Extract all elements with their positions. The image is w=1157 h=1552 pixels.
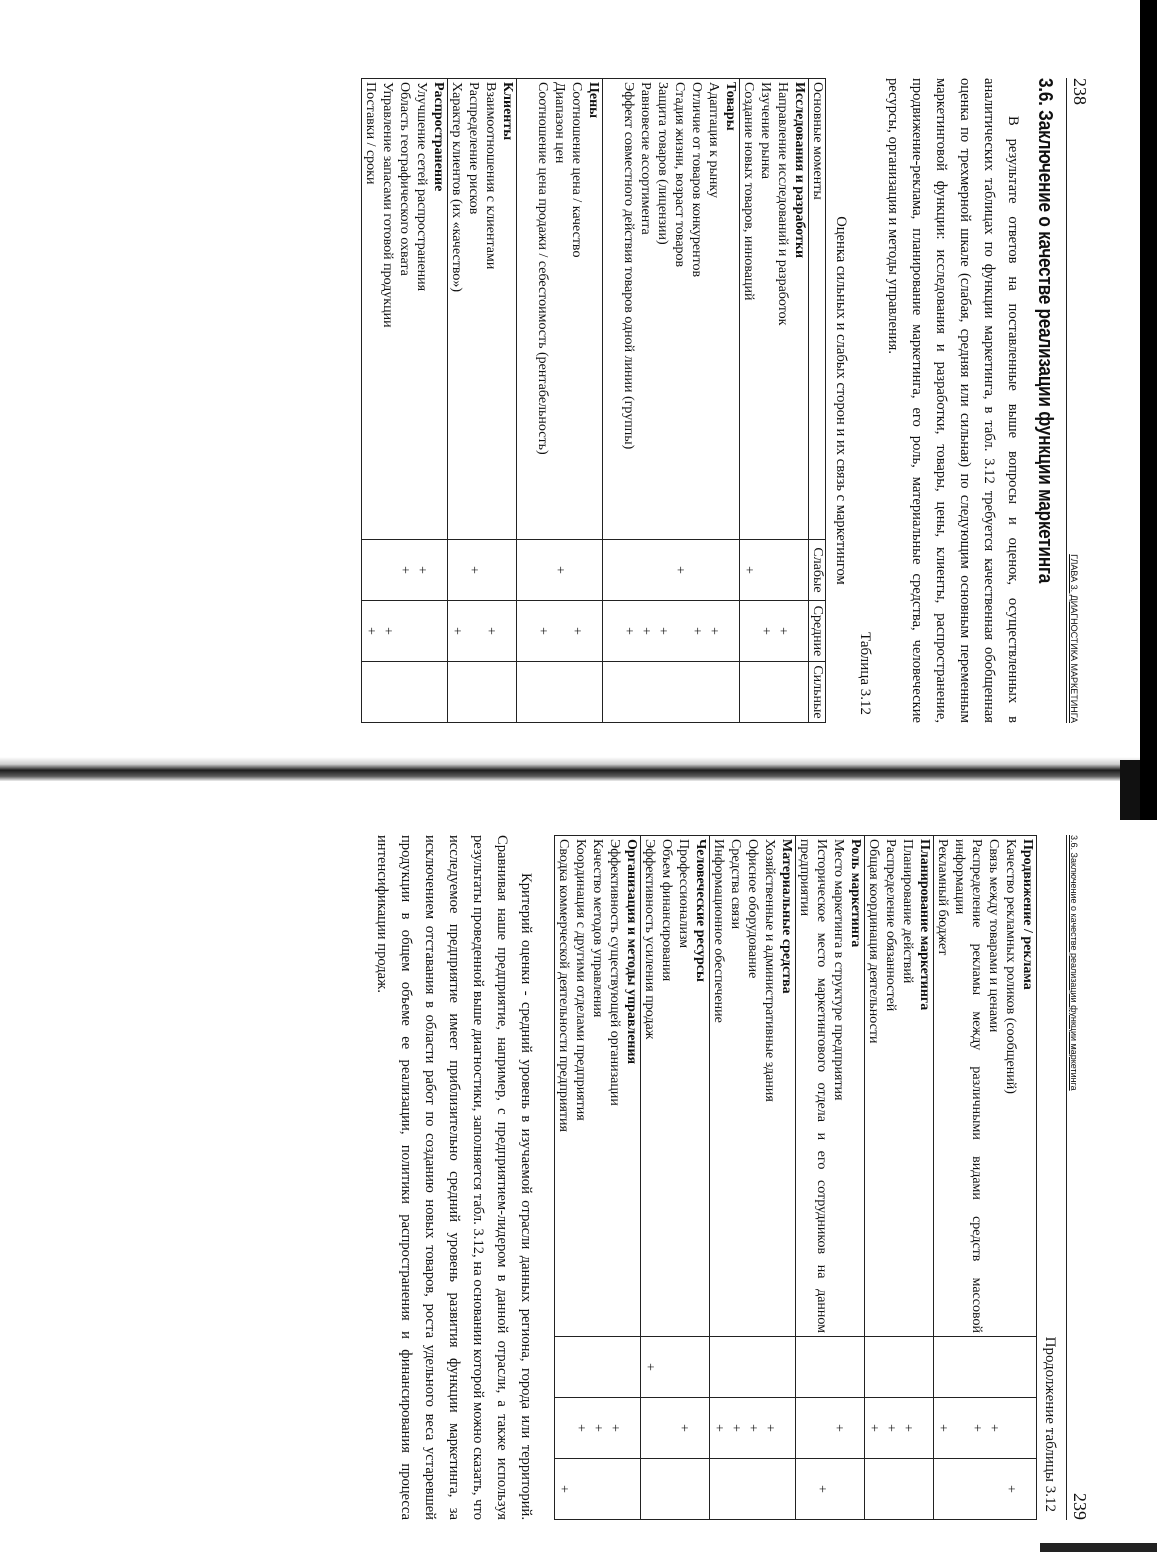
rating-mark-weak (654, 540, 671, 600)
rating-mark-medium (671, 601, 688, 661)
running-head (1066, 835, 1090, 1520)
running-head (1066, 78, 1090, 723)
rating-mark-weak (757, 540, 774, 600)
rating-mark-medium (1002, 1398, 1019, 1458)
table-body (555, 836, 1037, 1520)
rating-mark-strong: + (556, 1485, 571, 1493)
rating-mark-strong (830, 1459, 847, 1519)
table-group-row (603, 79, 740, 723)
rating-mark-medium (658, 1398, 675, 1458)
moment-cell (934, 836, 1037, 1337)
rating-mark-strong: + (814, 1485, 829, 1493)
group-title: Продвижение / реклама (1020, 839, 1035, 990)
rating-mark-strong (568, 662, 585, 722)
rating-mark-weak (637, 540, 654, 600)
item-text: Характер клиентов (их «качество») (449, 82, 464, 293)
table-group-row (641, 836, 710, 1520)
item-text: Средства связи (728, 839, 743, 930)
assessment-table-continued (554, 835, 1037, 1520)
rating-mark-weak (568, 540, 585, 600)
rating-mark-weak (362, 540, 379, 600)
medium-cell (517, 601, 603, 662)
rating-mark-weak (796, 1337, 830, 1397)
moment-cell (710, 836, 796, 1337)
item-text: Историческое место маркетингового отдела и его сотрудников на данном предприятии (797, 839, 829, 1333)
item-text: Эффективность усиления продаж (642, 839, 657, 1040)
item-text: Место маркетинга в структуре предприятия (831, 839, 846, 1101)
item-text: Распределение рисков (466, 82, 481, 215)
rating-mark-weak: + (397, 566, 412, 574)
weak-cell (740, 540, 809, 601)
item-text: Адаптация к рынку (706, 82, 721, 198)
rating-mark-strong (465, 662, 482, 722)
rating-mark-medium: + (758, 627, 773, 635)
rating-mark-strong (658, 1459, 675, 1519)
strong-cell (555, 1459, 641, 1520)
rating-mark-weak: + (466, 566, 481, 574)
rating-mark-weak (555, 1337, 572, 1397)
group-title: Клиенты (500, 82, 515, 141)
rating-mark-medium (465, 601, 482, 661)
item-text: Рекламный бюджет (935, 839, 950, 956)
rating-mark-strong (740, 662, 757, 722)
rating-mark-medium: + (655, 627, 670, 635)
strong-cell (710, 1459, 796, 1520)
table-group-row (362, 79, 448, 723)
rating-mark-medium: + (883, 1424, 898, 1432)
rating-mark-strong (603, 662, 637, 722)
item-text: Качество рекламных роликов (сообщений) (1003, 839, 1018, 1094)
group-title: Товары (723, 82, 738, 131)
rating-mark-medium: + (689, 627, 704, 635)
scan-edge-shadow (1120, 760, 1140, 820)
medium-cell (641, 1398, 710, 1459)
table-header-row (809, 79, 826, 723)
rating-mark-strong (641, 1459, 658, 1519)
rating-mark-medium: + (711, 1424, 726, 1432)
rating-mark-medium: + (535, 627, 550, 635)
item-text: Эффективность существующей организации (607, 839, 622, 1106)
medium-cell (865, 1398, 934, 1459)
rating-mark-weak (774, 540, 791, 600)
rating-mark-weak (448, 540, 465, 600)
rating-mark-weak: + (642, 1363, 657, 1371)
scan-edge-shadow (1040, 1543, 1157, 1552)
intro-paragraph: В результате ответов на поставленные выше вопросы и оценок, осуществленных в аналитических таблицах по функции маркетинга, в табл. 3.12 требуется качественная обобщенная оценка по трехмерной шкале (слабая, средняя или сильная) по следующим основным переменным маркетинговой функции: исследования и разработки, товары, цены, клиенты, распространение, продвижение-реклама, планирование маркетинга, его роль, материальные средства, человеческие ресурсы, организация и методы управления. (885, 78, 1021, 723)
rating-mark-weak (675, 1337, 692, 1397)
rating-mark-strong (951, 1459, 985, 1519)
rating-mark-weak (882, 1337, 899, 1397)
weak-cell (448, 540, 517, 601)
rating-mark-weak (379, 540, 396, 600)
item-text: Изучение рынка (758, 82, 773, 180)
rating-mark-strong (774, 662, 791, 722)
rating-mark-weak: + (672, 566, 687, 574)
group-title: Исследования и разработки (792, 82, 807, 259)
rating-mark-medium: + (569, 627, 584, 635)
medium-cell (710, 1398, 796, 1459)
rating-mark-medium: + (831, 1424, 846, 1432)
rating-mark-strong (985, 1459, 1002, 1519)
rating-mark-weak (761, 1337, 778, 1397)
item-text: Координация с другими отделами предприятия (573, 839, 588, 1121)
medium-cell (448, 601, 517, 662)
strong-cell (517, 662, 603, 723)
strong-cell (740, 662, 809, 723)
rating-mark-medium: + (969, 1424, 984, 1432)
moment-cell (796, 836, 865, 1337)
item-text: Эффект совместного действия товаров одной линии (группы) (621, 82, 636, 450)
rating-mark-strong (727, 1459, 744, 1519)
running-head-text: 3.6. Заключение о качестве реализации функции маркетинга (1069, 835, 1079, 1091)
rating-mark-strong (744, 1459, 761, 1519)
rating-mark-strong (572, 1459, 589, 1519)
rating-mark-medium: + (935, 1424, 950, 1432)
rating-mark-medium (413, 601, 430, 661)
strong-cell (448, 662, 517, 723)
strong-cell (865, 1459, 934, 1520)
header-medium: Средние (809, 601, 826, 662)
rating-mark-medium: + (573, 1424, 588, 1432)
rating-mark-medium: + (728, 1424, 743, 1432)
table-group-row (865, 836, 934, 1520)
rating-mark-strong (675, 1459, 692, 1519)
rating-mark-weak (606, 1337, 623, 1397)
weak-cell (517, 540, 603, 601)
rating-mark-medium: + (449, 627, 464, 635)
moment-cell (641, 836, 710, 1337)
strong-cell (362, 662, 448, 723)
rating-mark-strong (688, 662, 705, 722)
weak-cell (555, 1337, 641, 1398)
item-text: Поставки / сроки (363, 82, 378, 185)
item-text: Создание новых товаров, инноваций (741, 82, 756, 301)
rating-mark-strong (606, 1459, 623, 1519)
item-text: Связь между товарами и ценами (986, 839, 1001, 1033)
rating-mark-weak (517, 540, 551, 600)
rating-mark-weak (934, 1337, 951, 1397)
rating-mark-medium (740, 601, 757, 661)
rating-mark-strong: + (1003, 1485, 1018, 1493)
rating-mark-medium: + (621, 627, 636, 635)
moment-cell (740, 79, 809, 540)
group-title: Роль маркетинга (848, 839, 863, 948)
rating-mark-weak (658, 1337, 675, 1397)
item-text: Распределение обязанностей (883, 839, 898, 1012)
rating-mark-medium: + (775, 627, 790, 635)
weak-cell (710, 1337, 796, 1398)
item-text: Диапазон цен (552, 82, 567, 164)
scan-edge-shadow (1140, 0, 1157, 820)
item-text: Взаимоотношения с клиентами (483, 82, 498, 270)
rating-mark-weak (865, 1337, 882, 1397)
rating-mark-strong (589, 1459, 606, 1519)
table-body (362, 79, 809, 723)
item-text: Соотношение цена / качество (569, 82, 584, 258)
page-number: 239 (1070, 1493, 1090, 1520)
rating-mark-weak (589, 1337, 606, 1397)
moment-cell (865, 836, 934, 1337)
rating-mark-weak (710, 1337, 727, 1397)
group-title: Планирование маркетинга (917, 839, 932, 1011)
rating-mark-medium: + (638, 627, 653, 635)
table-group-row (740, 79, 809, 723)
rating-mark-strong (517, 662, 551, 722)
header-main: Основные моменты (809, 79, 826, 540)
rating-mark-weak (951, 1337, 985, 1397)
rating-mark-weak (727, 1337, 744, 1397)
table-group-row (448, 79, 517, 723)
moment-cell (448, 79, 517, 540)
item-text: Офисное оборудование (745, 839, 760, 979)
book-page-238 (65, 78, 1090, 723)
rating-mark-strong (396, 662, 413, 722)
rating-mark-weak: + (552, 566, 567, 574)
group-title: Распространение (431, 82, 446, 192)
rating-mark-weak (744, 1337, 761, 1397)
rating-mark-medium: + (380, 627, 395, 635)
item-text: Общая координация деятельности (866, 839, 881, 1044)
item-text: Соотношение цена продажи / себестоимость (рентабельность) (535, 82, 550, 455)
rating-mark-weak (830, 1337, 847, 1397)
rating-mark-medium: + (363, 627, 378, 635)
moment-cell (517, 79, 603, 540)
rating-mark-weak: + (741, 566, 756, 574)
rating-mark-weak: + (414, 566, 429, 574)
strong-cell (934, 1459, 1037, 1520)
rating-mark-medium: + (483, 627, 498, 635)
medium-cell (555, 1398, 641, 1459)
item-text: Область географического охвата (397, 82, 412, 276)
rating-mark-strong (654, 662, 671, 722)
item-text: Отличие от товаров конкурентов (689, 82, 704, 278)
rating-mark-weak (985, 1337, 1002, 1397)
group-title: Человеческие ресурсы (693, 839, 708, 982)
rating-mark-strong (934, 1459, 951, 1519)
rating-mark-strong (637, 662, 654, 722)
rating-mark-strong (551, 662, 568, 722)
rating-mark-medium: + (866, 1424, 881, 1432)
rating-mark-medium: + (590, 1424, 605, 1432)
item-text: Планирование действий (900, 839, 915, 984)
item-text: Сводка коммерческой деятельности предприятия (556, 839, 571, 1132)
assessment-table (361, 78, 826, 723)
group-title: Организация и методы управления (624, 839, 639, 1065)
table-continuation: Продолжение таблицы 3.12 (1042, 1336, 1058, 1512)
rating-mark-strong (899, 1459, 916, 1519)
section-title: 3.6. Заключение о качестве реализации функции маркетинга (1034, 78, 1056, 584)
item-text: Равновесие ассортимента (638, 82, 653, 235)
item-text: Управление запасами готовой продукции (380, 82, 395, 328)
item-text: Распределение рекламы между различными видами средств массовой информации (952, 839, 984, 1333)
conclusion-paragraph: Критерий оценки - средний уровень в изучаемой отрасли данных региона, города или территорий. Сравнивая наше предприятие, например, с предприятием-лидером в данной отрасли, а также используя результаты проведенной выше диагностики, заполняется табл. 3.12, на основании которой можно сказать, что исследуемое предприятие имеет приблизительно средний уровень развития функции маркетинга, за исключением отставания в области работ по созданию новых товаров, роста удельного веса устаревшей продукции в общем объеме ее реализации, политики распространения и финансирования процесса интенсификации продаж. (374, 835, 534, 1520)
rating-mark-strong (710, 1459, 727, 1519)
rating-mark-strong (882, 1459, 899, 1519)
medium-cell (603, 601, 740, 662)
rating-mark-medium: + (676, 1424, 691, 1432)
strong-cell (603, 662, 740, 723)
strong-cell (796, 1459, 865, 1520)
rating-mark-weak (688, 540, 705, 600)
item-text: Информационное обеспечение (711, 839, 726, 1023)
rating-mark-strong (671, 662, 688, 722)
item-text: Объем финансирования (659, 839, 674, 982)
group-title: Материальные средства (779, 839, 794, 994)
item-text: Защита товаров (лицензии) (655, 82, 670, 245)
medium-cell (362, 601, 448, 662)
rating-mark-medium (796, 1398, 830, 1458)
header-weak: Слабые (809, 540, 826, 601)
item-text: Направление исследований и разработок (775, 82, 790, 326)
rating-mark-strong (482, 662, 499, 722)
header-strong: Сильные (809, 662, 826, 723)
table-caption: Таблица 3.12 (857, 632, 873, 715)
rating-mark-weak (899, 1337, 916, 1397)
rating-mark-strong (761, 1459, 778, 1519)
strong-cell (641, 1459, 710, 1520)
group-title: Цены (586, 82, 601, 119)
weak-cell (603, 540, 740, 601)
moment-cell (603, 79, 740, 540)
moment-cell (555, 836, 641, 1337)
item-text: Улучшение сетей распространения (414, 82, 429, 292)
rating-mark-medium (551, 601, 568, 661)
table-group-row (710, 836, 796, 1520)
rating-mark-weak (603, 540, 637, 600)
rating-mark-strong (448, 662, 465, 722)
rating-mark-medium: + (900, 1424, 915, 1432)
table-title: Оценка сильных и слабых сторон и их связь с маркетингом (833, 216, 849, 585)
rating-mark-medium: + (745, 1424, 760, 1432)
rating-mark-medium (641, 1398, 658, 1458)
medium-cell (740, 601, 809, 662)
table-group-row (517, 79, 603, 723)
item-text: Качество методов управления (590, 839, 605, 1018)
rating-mark-weak (1002, 1337, 1019, 1397)
rating-mark-medium (396, 601, 413, 661)
rating-mark-strong (413, 662, 430, 722)
medium-cell (934, 1398, 1037, 1459)
weak-cell (865, 1337, 934, 1398)
item-text: Хозяйственные и административные здания (762, 839, 777, 1102)
moment-cell (362, 79, 448, 540)
table-group-row (555, 836, 641, 1520)
rating-mark-medium: + (706, 627, 721, 635)
rating-mark-strong (865, 1459, 882, 1519)
rating-mark-strong (362, 662, 379, 722)
table-group-row (934, 836, 1037, 1520)
weak-cell (796, 1337, 865, 1398)
rating-mark-medium: + (762, 1424, 777, 1432)
item-text: Стадия жизни, возраст товаров (672, 82, 687, 268)
rating-mark-medium: + (607, 1424, 622, 1432)
weak-cell (641, 1337, 710, 1398)
book-gutter-shadow (0, 757, 1157, 781)
rating-mark-weak (482, 540, 499, 600)
rating-mark-strong (757, 662, 774, 722)
rating-mark-medium (555, 1398, 572, 1458)
medium-cell (796, 1398, 865, 1459)
weak-cell (934, 1337, 1037, 1398)
rating-mark-weak (572, 1337, 589, 1397)
rating-mark-medium: + (986, 1424, 1001, 1432)
rating-mark-strong (379, 662, 396, 722)
item-text: Профессионализм (676, 839, 691, 949)
rating-mark-weak (705, 540, 722, 600)
rating-mark-strong (705, 662, 722, 722)
page-number: 238 (1070, 78, 1090, 105)
book-page-239 (60, 835, 1090, 1520)
weak-cell (362, 540, 448, 601)
table-group-row (796, 836, 865, 1520)
running-head-text: ГЛАВА 3. ДИАГНОСТИКА МАРКЕТИНГА (1069, 554, 1079, 723)
